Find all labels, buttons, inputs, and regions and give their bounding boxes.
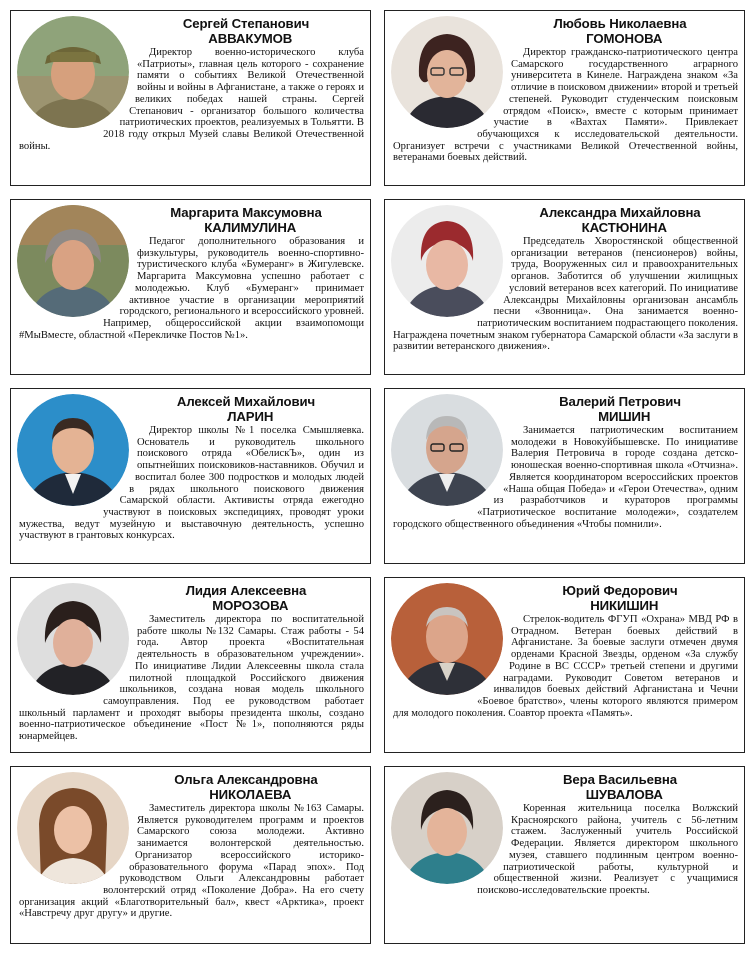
person-bio: Коренная жительница поселка Волжский Красноярского района, учитель с 56-летним стажем. Заслуженный учитель Российской Федерации. Является директором школьного музея, ставшего подлинным центром военно-патриотической работы, культурной и общественной жизни. Реализует с учащимися поисково-исследовательские проекты. <box>477 803 738 896</box>
person-bio: Стрелок-водитель ФГУП «Охрана» МВД РФ в Отрадном. Ветеран боевых действий в Афганистане. За боевые заслуги отмечен двумя орденами Красной Звезды, орденом «За службу Родине в ВС СССР» третьей степени и другими наградами. Руководит Советом ветеранов и инвалидов боевых действий Афганистана и Чечни «Боевое братство», члены которого являются примером для молодого поколения. Соавтор проекта «Память». <box>393 614 738 719</box>
person-name: Александра Михайловна КАСТЮНИНА <box>539 205 701 235</box>
person-bio: Педагог дополнительного образования и физкультуры, руководитель военно-спортивно-туристического клуба «Бумеранг» в Жигулевске. Маргарита Максумовна успешно работает с молодежью. Клуб «Бумеранг» принимает активное участие в организации мероприятий городского, регионального и всероссийского уровней. Например, общероссийской акции взаимопомощи #МыВместе, областной «Перекличке Постов №1». <box>19 236 364 341</box>
portrait-photo <box>17 16 129 128</box>
person-bio: Директор военно-исторического клуба «Патриоты», главная цель которого - сохранение памяти о событиях Великой Отечественной войны и войны в Афганистане, а также о героях и великих победах нашей страны. Сергей Степанович - организатор большого количества патриотических проектов, реализуемых в Тольятти. В 2018 году открыл Музей славы Великой Отечественной войны. <box>19 47 364 152</box>
person-name: Лидия Алексеевна МОРОЗОВА <box>185 583 307 613</box>
person-bio: Занимается патриотическим воспитанием молодежи в Новокуйбышевске. По инициативе Валерия Петровича в городе создана детско-юношеская военно-спортивная школа «Отчизна». Является координатором всероссийских проектов «Наша общая Победа» и «Герои Отечества», одним из разработчиков и кураторов программы «Патриотическое воспитание молодежи», создателем городского общественного объединения «Чтобы помнили». <box>393 425 738 530</box>
portrait-photo <box>391 205 503 317</box>
person-name: Вера Васильевна ШУВАЛОВА <box>563 772 677 802</box>
portrait-photo <box>17 205 129 317</box>
person-name: Валерий Петрович МИШИН <box>559 394 681 424</box>
portrait-photo <box>391 16 503 128</box>
portrait-photo <box>17 583 129 695</box>
profile-card-larin <box>10 388 371 564</box>
profile-card-gomonova <box>384 10 745 186</box>
person-name: Ольга Александровна НИКОЛАЕВА <box>174 772 318 802</box>
profile-card-morozova <box>10 577 371 753</box>
person-name: Сергей Степанович АВВАКУМОВ <box>182 16 310 46</box>
profile-card-mishin <box>384 388 745 564</box>
person-name: Юрий Федорович НИКИШИН <box>562 583 678 613</box>
portrait-photo <box>391 583 503 695</box>
person-bio: Заместитель директора школы №163 Самары. Является руководителем программ и проектов Самарского союза молодежи. Активно занимается волонтерской деятельностью. Организатор всероссийского историко-образовательного форума «Парад эпох». Под руководством Ольги Александровны работает волонтерский отряд «Поколение Добра». На его счету организация акций «Благотворительный бал», квест «Арктика», проект «Навстречу друг другу» и другие. <box>19 803 364 920</box>
person-name: Маргарита Максумовна КАЛИМУЛИНА <box>170 205 322 235</box>
person-name: Любовь Николаевна ГОМОНОВА <box>553 16 687 46</box>
portrait-photo <box>17 772 129 884</box>
profile-card-nikolaeva <box>10 766 371 944</box>
portrait-photo <box>17 394 129 506</box>
portrait-photo <box>391 394 503 506</box>
person-bio: Председатель Хворостянской общественной организации ветеранов (пенсионеров) войны, труда, Вооруженных сил и правоохранительных органов. Заботится об улучшении жилищных условий ветеранов всех категорий. По инициативе Александры Михайловны организован ансамбль песни «Звонница». Она занимается военно-патриотическим воспитанием подрастающего поколения. Награждена почетным знаком губернатора Самарской области «За заслуги в развитии ветеранского движения». <box>393 236 738 353</box>
person-name: Алексей Михайлович ЛАРИН <box>176 394 316 424</box>
person-bio: Заместитель директора по воспитательной работе школы №132 Самары. Стаж работы - 54 года. Автор проекта «Воспитательная деятельность в образовательном учреждении». По инициативе Лидии Алексеевны школа стала пилотной площадкой Российского движения школьников, создана новая модель школьного самоуправления. Под ее руководством работает школьный парламент и проходят выборы президента школы, создано военно-патриотическое объединение «Пост №1», пополняются ряды юнармейцев. <box>19 614 364 743</box>
profile-card-avvakumov <box>10 10 371 186</box>
profile-card-shuvalova <box>384 766 745 944</box>
profile-card-kalimulina <box>10 199 371 375</box>
person-bio: Директор школы №1 поселка Смышляевка. Основатель и руководитель школьного поискового отряда «ОбелискЪ», один из опытнейших поисковиков-наставников. Обучил и воспитал более 300 подростков и молодых людей в рядах школьного поискового движения Самарской области. Активисты отряда ежегодно участвуют в поисковых экспедициях, проводят уроки мужества, ведут музейную и выставочную деятельность, успешно участвуют в грантовых конкурсах. <box>19 425 364 542</box>
profile-card-kastyunina <box>384 199 745 375</box>
person-bio: Директор гражданско-патриотического центра Самарского государственного аграрного университета в Кинеле. Награждена знаком «За отличие в поисковом движении» второй и третьей степеней. Руководит студенческим поисковым отрядом «Поиск», вместе с которым принимает участие в «Вахтах Памяти». Привлекает обучающихся к исследовательской деятельности. Организует встречи с участниками Великой Отечественной войны, ветеранами боевых действий. <box>393 47 738 164</box>
portrait-photo <box>391 772 503 884</box>
profile-card-nikishin <box>384 577 745 753</box>
